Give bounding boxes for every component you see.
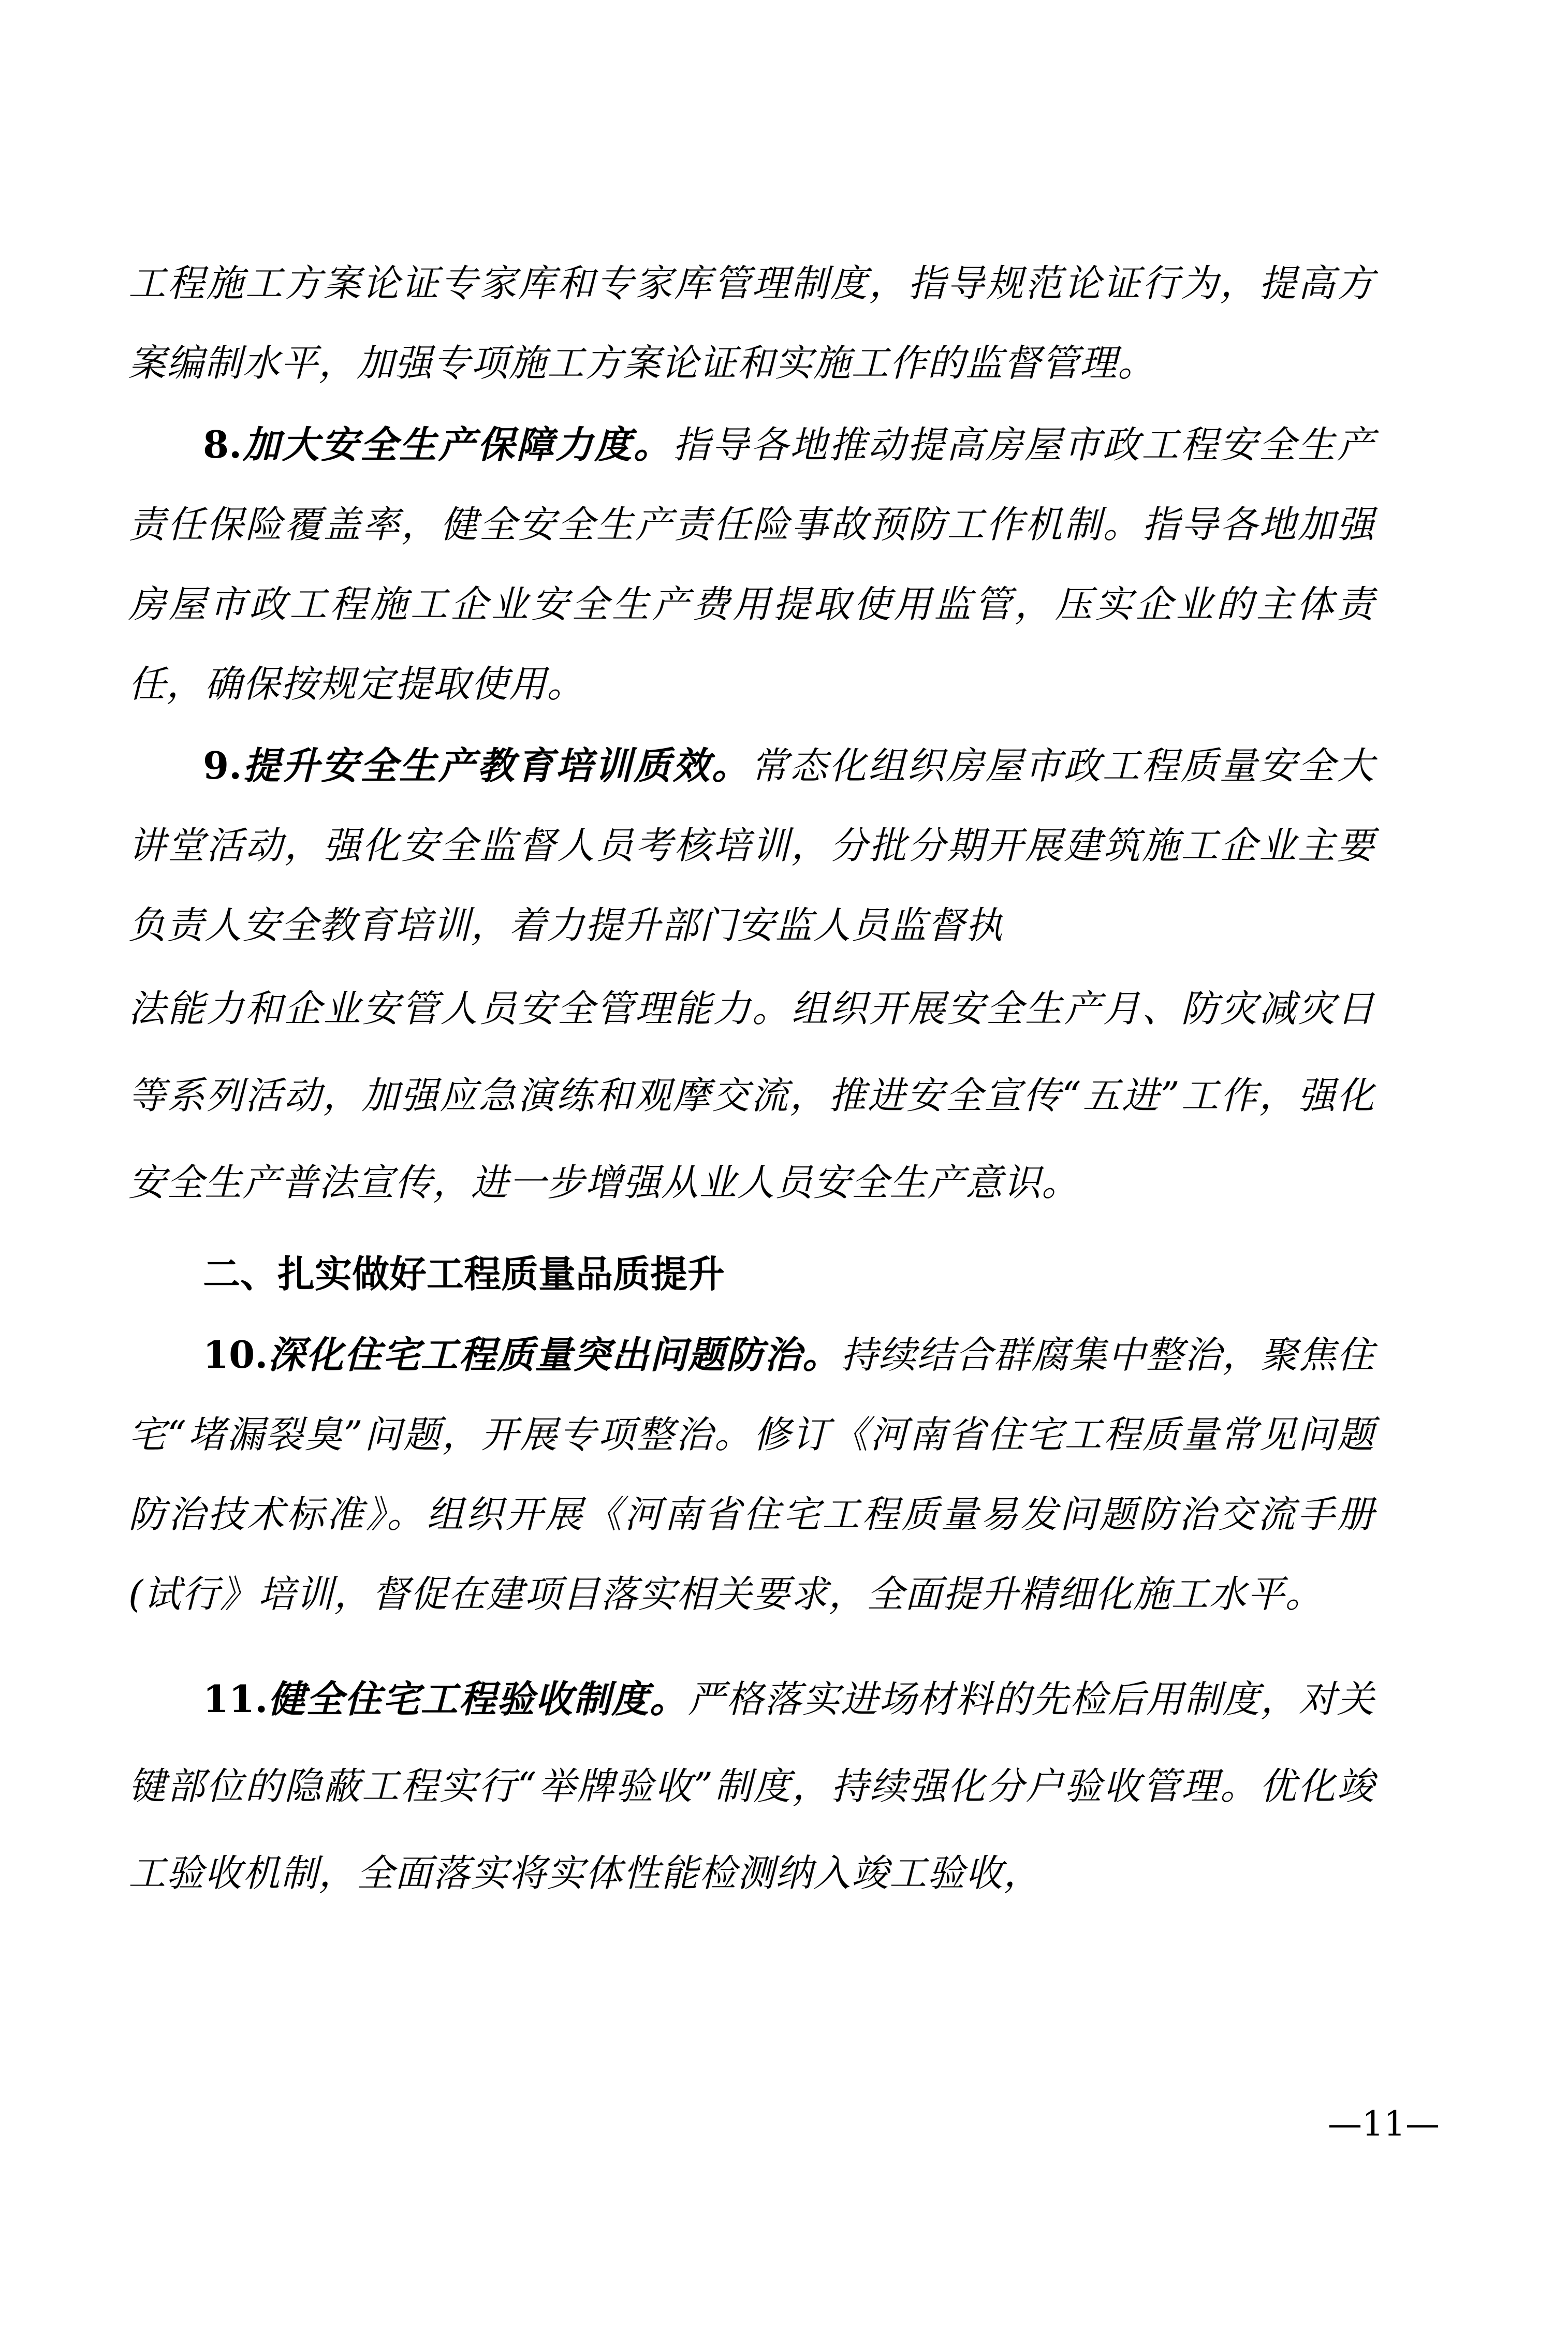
- item-8-number: 8.: [203, 422, 242, 466]
- item-10-paragraph: [128, 1315, 1375, 1634]
- item-9-paragraph-continued: 法能力和企业安管人员安全管理能力。组织开展安全生产月、防灾减灾日等系列活动，加强应急演练和观摩交流，推进安全宣传“五进”工作，强化安全生产普法宣传，进一步增强从业人员安全生产意识。: [128, 987, 1375, 1204]
- item-10-body: 持续结合群腐集中整治，聚焦住宅“堵漏裂臭”问题，开展专项整治。修订《河南省住宅工程质量常见问题防治技术标准》。组织开展《河南省住宅工程质量易发问题防治交流手册(试行》培训，督促在建项目落实相关要求，全面提升精细化施工水平。: [128, 1333, 1375, 1616]
- item-11-paragraph: [128, 1656, 1375, 1917]
- spacer: [128, 1226, 1375, 1235]
- item-11-body: 严格落实进场材料的先检后用制度，对关键部位的隐蔽工程实行“举牌验收”制度，持续强化分户验收管理。优化竣工验收机制，全面落实将实体性能检测纳入竣工验收，: [128, 1677, 1375, 1895]
- item-11-number: 11.: [203, 1677, 268, 1721]
- item-9-title: 提升安全生产教育培训质效。: [242, 743, 751, 787]
- item-11-title: 健全住宅工程验收制度。: [268, 1677, 688, 1721]
- item-8-body: 指导各地推动提高房屋市政工程安全生产责任保险覆盖率，健全安全生产责任险事故预防工作机制。指导各地加强房屋市政工程施工企业安全生产费用提取使用监管，压实企业的主体责任，确保按规定提取使用。: [128, 423, 1375, 706]
- page-number: —11—: [1328, 2104, 1440, 2144]
- paragraph-continuation: 工程施工方案论证专家库和专家库管理制度，指导规范论证行为，提高方案编制水平，加强专项施工方案论证和实施工作的监督管理。: [128, 261, 1375, 385]
- item-10-number: 10.: [203, 1333, 268, 1377]
- section-heading: 二、扎实做好工程质量品质提升: [203, 1252, 725, 1296]
- item-8-paragraph: [128, 405, 1375, 724]
- item-8-title: 加大安全生产保障力度。: [242, 422, 673, 466]
- item-9-number: 9.: [203, 743, 242, 787]
- text-column: [128, 243, 1375, 1917]
- item-9-paragraph: [128, 726, 1375, 965]
- item-10-title: 深化住宅工程质量突出问题防治。: [268, 1333, 841, 1377]
- item-9-body: 常态化组织房屋市政工程质量安全大讲堂活动，强化安全监督人员考核培训，分批分期开展建筑施工企业主要负责人安全教育培训，着力提升部门安监人员监督执: [128, 744, 1375, 947]
- spacer: [128, 1634, 1375, 1656]
